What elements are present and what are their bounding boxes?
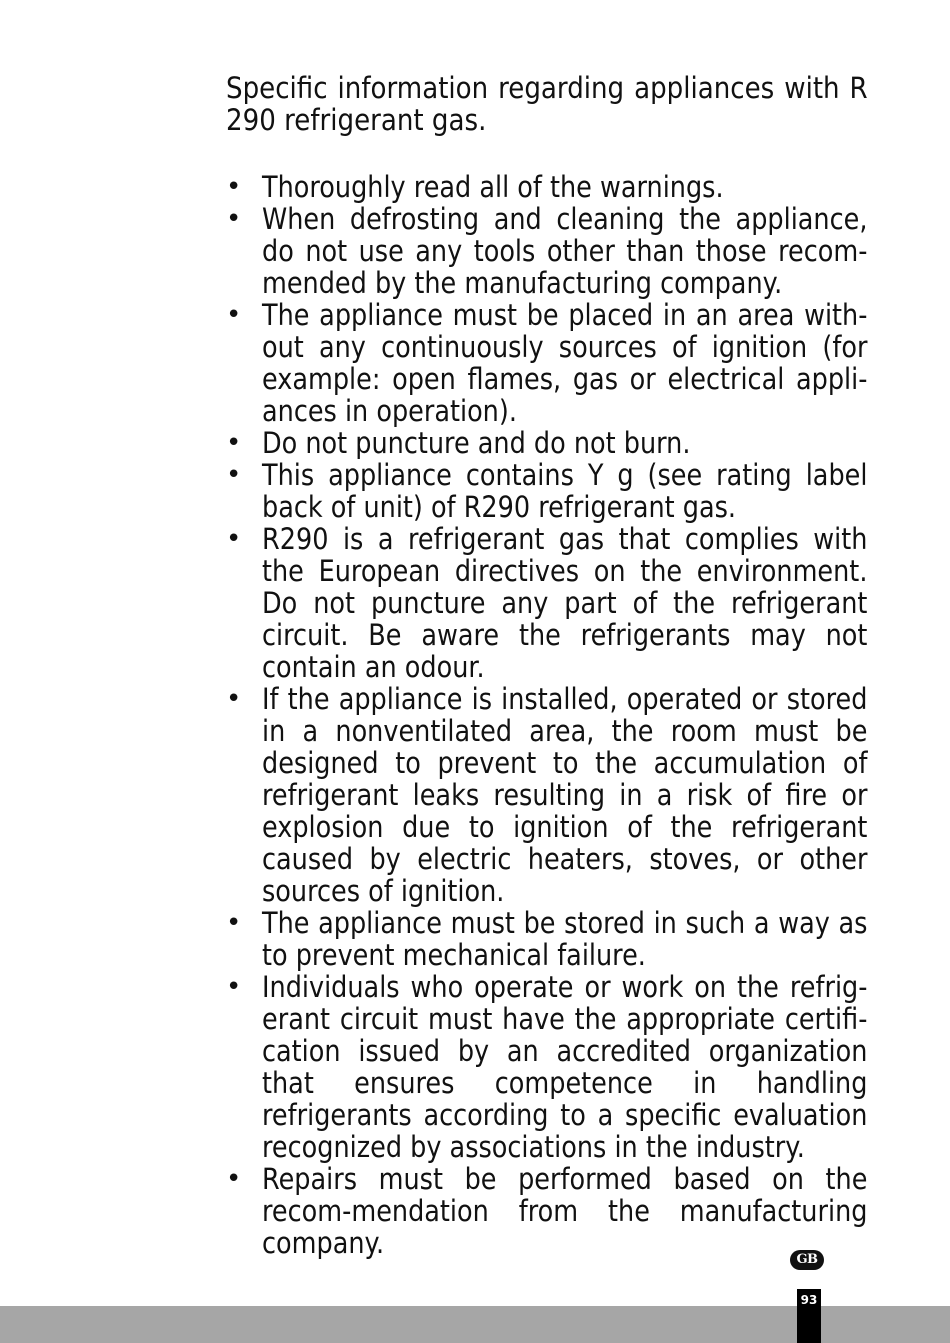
bullet-icon: • [226,460,242,490]
bullet-icon: • [226,300,242,330]
list-item [226,523,868,683]
intro-heading: Specific information regarding appliances with R 290 refrigerant gas. [226,71,868,137]
language-badge: GB [790,1250,824,1270]
list-item [226,1163,868,1259]
list-item-text: Thoroughly read all of the warnings. [262,170,724,204]
list-item-text: When defrosting and cleaning the appliance, do not use any tools other than those recom-mended by the manufacturing company. [262,202,868,300]
list-item [226,907,868,971]
bullet-icon: • [226,908,242,938]
list-item-text: The appliance must be placed in an area with-out any continuously sources of ignition (for example: open flames, gas or electrical appli-ances in operation). [262,298,868,428]
list-item-text: The appliance must be stored in such a way as to prevent mechanical failure. [262,906,868,972]
bullet-icon: • [226,524,242,554]
list-item-text: Do not puncture and do not burn. [262,426,691,460]
list-item-text: Individuals who operate or work on the refrig-erant circuit must have the appropriate certifi-cation issued by an accredited organization that ensures competence in handling refrigerants according to a specific evaluation recognized by associations in the industry. [262,970,868,1164]
bullet-icon: • [226,172,242,202]
warnings-list [226,171,868,1259]
list-item [226,683,868,907]
list-item [226,299,868,427]
bullet-icon: • [226,972,242,1002]
list-item-text: If the appliance is installed, operated or stored in a nonventilated area, the room must be designed to prevent to the accumulation of refrigerant leaks resulting in a risk of fire or explosion due to ignition of the refrigerant caused by electric heaters, stoves, or other sources of ignition. [262,682,868,908]
list-item [226,427,868,459]
list-item [226,171,868,203]
list-item-text: Repairs must be performed based on the recom-mendation from the manufacturing company. [262,1162,868,1260]
list-item-text: This appliance contains Y g (see rating label back of unit) of R290 refrigerant gas. [262,458,868,524]
bullet-icon: • [226,204,242,234]
page-number: 93 [797,1289,821,1343]
list-item [226,459,868,523]
bullet-icon: • [226,684,242,714]
list-item-text: R290 is a refrigerant gas that complies with the European directives on the environment. Do not puncture any part of the refrigerant circuit. Be aware the refrigerants may not contain an odour. [262,522,868,684]
list-item [226,971,868,1163]
bullet-icon: • [226,1164,242,1194]
bullet-icon: • [226,428,242,458]
document-body [226,72,868,1259]
list-item [226,203,868,299]
